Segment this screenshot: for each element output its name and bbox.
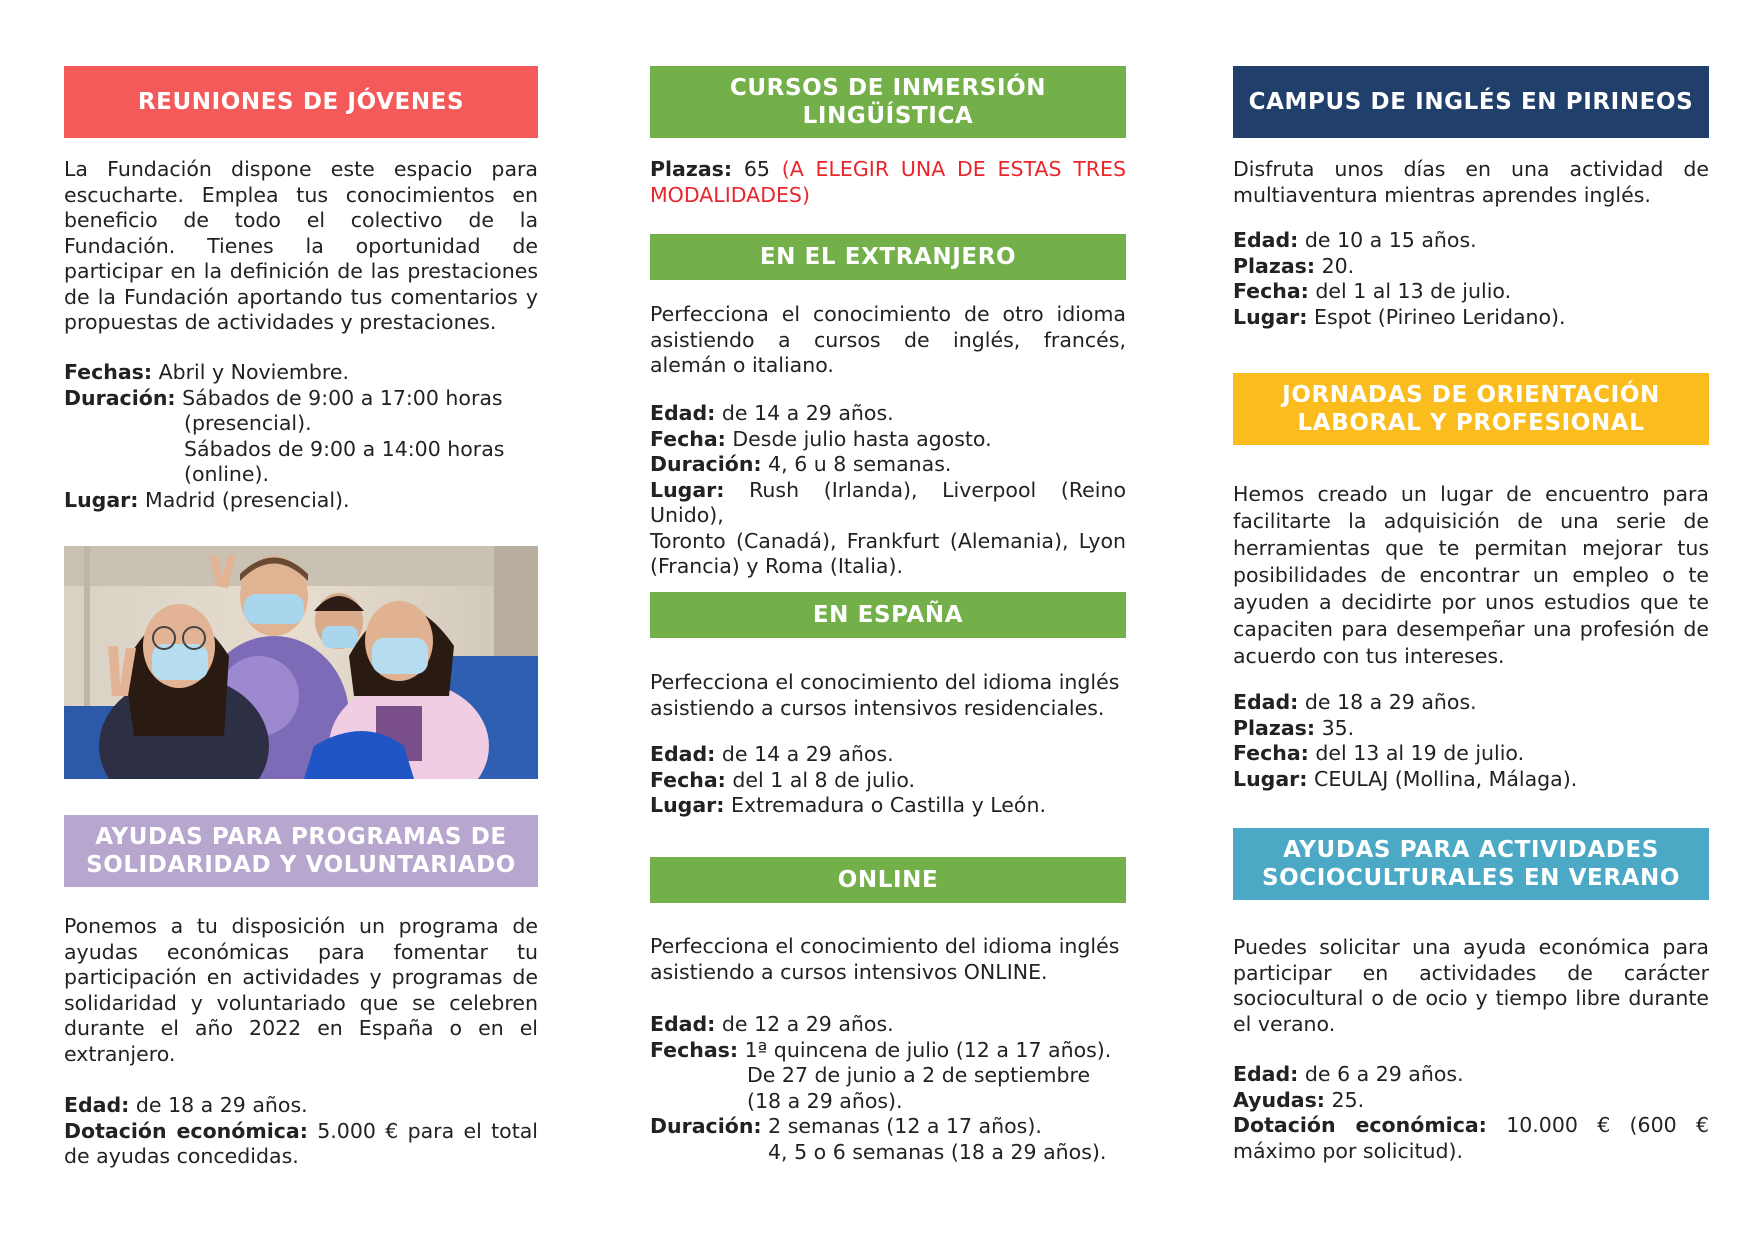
edad-label: Edad:: [1233, 1062, 1299, 1086]
lugar-label: Lugar:: [650, 793, 725, 817]
edad-value: de 18 a 29 años.: [135, 1093, 308, 1117]
socioculturales-description: [1233, 935, 1709, 1037]
duracion-value: Sábados de 9:00 a 17:00 horas: [182, 385, 503, 410]
text-line: de la Fundación aportando tus comentarios y: [64, 284, 538, 309]
edad-value: de 14 a 29 años.: [721, 401, 894, 425]
text-line: asistiendo a cursos intensivos residenciales.: [650, 695, 1105, 720]
plazas-note: (A ELEGIR UNA DE ESTAS TRES: [781, 157, 1126, 181]
text-line: ayuden a decidirte por unos estudios que te: [1233, 590, 1709, 614]
lugar-label: Lugar:: [1233, 766, 1308, 791]
jornadas-details: [1233, 690, 1709, 792]
text-line: facilitarte la adquisición de una serie de: [1233, 509, 1709, 533]
duracion-value: Sábados de 9:00 a 14:00 horas: [184, 436, 505, 461]
duracion-label: Duración:: [650, 1114, 762, 1138]
dotacion-value: 5.000 € para el total: [317, 1118, 538, 1143]
edad-label: Edad:: [650, 401, 716, 425]
text-line: multiaventura mientras aprendes inglés.: [1233, 182, 1651, 207]
text-line: alemán o italiano.: [650, 353, 834, 377]
group-photo: [64, 546, 538, 779]
text-line: asistiendo a cursos intensivos ONLINE.: [650, 959, 1048, 984]
edad-label: Edad:: [650, 742, 716, 766]
campus-title: CAMPUS DE INGLÉS EN PIRINEOS: [1248, 89, 1694, 115]
espana-description: [650, 670, 1126, 721]
socioculturales-title: SOCIOCULTURALES EN VERANO: [1261, 865, 1681, 891]
edad-label: Edad:: [64, 1093, 130, 1117]
reuniones-title: REUNIONES DE JÓVENES: [137, 89, 465, 115]
ayudas-voluntariado-header: [64, 815, 538, 887]
jornadas-header: [1233, 373, 1709, 445]
duracion-label: Duración:: [64, 385, 176, 410]
text-line: acuerdo con tus intereses.: [1233, 644, 1505, 668]
text-line: escucharte. Emplea tus conocimientos en: [64, 182, 538, 207]
text-line: propuestas de actividades y prestaciones.: [64, 310, 497, 334]
duracion-value: 4, 5 o 6 semanas (18 a 29 años).: [768, 1139, 1107, 1164]
lugar-label: Lugar:: [1233, 304, 1308, 329]
text-line: solidaridad y voluntariado que se celebren: [64, 990, 538, 1015]
edad-value: de 10 a 15 años.: [1304, 228, 1477, 252]
extranjero-header: [650, 234, 1126, 280]
edad-value: de 14 a 29 años.: [721, 742, 894, 766]
lugar-value: Espot (Pirineo Leridano).: [1314, 304, 1566, 329]
text-line: Perfecciona el conocimiento del idioma inglés: [650, 670, 1120, 694]
lugar-value: (Francia) y Roma (Italia).: [650, 554, 903, 578]
lugar-label: Lugar:: [650, 477, 725, 502]
espana-title: EN ESPAÑA: [812, 602, 964, 628]
dotacion-value: de ayudas concedidas.: [64, 1144, 299, 1168]
text-line: ayudas económicas para fomentar tu: [64, 939, 538, 964]
plazas-label: Plazas:: [650, 157, 733, 181]
fecha-label: Fecha:: [1233, 279, 1309, 303]
reuniones-details: [64, 360, 538, 513]
ayudas-voluntariado-details: [64, 1093, 538, 1170]
dotacion-value: 10.000 € (600 €: [1506, 1113, 1709, 1137]
ayudas-value: 25.: [1331, 1087, 1365, 1112]
fecha-label: Fecha:: [650, 767, 726, 792]
text-line: participar en actividades de carácter: [1233, 960, 1709, 985]
duracion-value: (presencial).: [184, 411, 312, 435]
ayudas-voluntariado-description: [64, 914, 538, 1067]
extranjero-title: EN EL EXTRANJERO: [759, 244, 1017, 270]
duracion-value: 4, 6 u 8 semanas.: [768, 452, 952, 476]
jornadas-description: [1233, 481, 1709, 670]
text-line: Hemos creado un lugar de encuentro para: [1233, 482, 1709, 506]
reuniones-description: [64, 157, 538, 336]
edad-label: Edad:: [1233, 690, 1299, 714]
dotacion-label: Dotación económica:: [1233, 1113, 1487, 1137]
ayudas-label: Ayudas:: [1233, 1087, 1325, 1112]
jornadas-title: LABORAL Y PROFESIONAL: [1297, 410, 1645, 436]
lugar-value: CEULAJ (Mollina, Málaga).: [1314, 766, 1578, 791]
duracion-value: 2 semanas (12 a 17 años).: [768, 1114, 1042, 1138]
text-line: posibilidades de encontrar un empleo o te: [1233, 563, 1709, 587]
text-line: participar en la definición de las prestaciones: [64, 259, 538, 283]
fecha-value: Desde julio hasta agosto.: [732, 426, 992, 451]
edad-label: Edad:: [1233, 228, 1299, 252]
text-line: beneficio de todo el colectivo de la: [64, 208, 538, 232]
fecha-value: del 1 al 8 de julio.: [732, 767, 916, 792]
lugar-value: Extremadura o Castilla y León.: [731, 793, 1046, 817]
espana-details: [650, 742, 1126, 819]
lugar-value: Toronto (Canadá), Frankfurt (Alemania), Lyon: [650, 528, 1126, 553]
fecha-value: del 13 al 19 de julio.: [1315, 741, 1525, 765]
fecha-value: del 1 al 13 de julio.: [1315, 279, 1512, 303]
online-details: [650, 1012, 1126, 1165]
text-line: sociocultural o de ocio y tiempo libre durante: [1233, 986, 1709, 1010]
socioculturales-header: [1233, 828, 1709, 900]
fechas-value: De 27 de junio a 2 de septiembre: [747, 1063, 1091, 1087]
text-line: Perfecciona el conocimiento del idioma inglés: [650, 934, 1120, 958]
plazas-label: Plazas:: [1233, 253, 1316, 278]
campus-description: [1233, 157, 1709, 208]
inmersion-header: [650, 66, 1126, 138]
text-line: Ponemos a tu disposición un programa de: [64, 914, 538, 938]
text-line: La Fundación dispone este espacio para: [64, 157, 538, 181]
inmersion-title: CURSOS DE INMERSIÓN: [729, 75, 1047, 101]
ayudas-voluntariado-title: AYUDAS PARA PROGRAMAS DE: [95, 824, 507, 850]
edad-value: de 12 a 29 años.: [721, 1012, 894, 1036]
dotacion-value: máximo por solicitud).: [1233, 1138, 1464, 1163]
text-line: el verano.: [1233, 1011, 1336, 1036]
espana-header: [650, 592, 1126, 638]
dotacion-label: Dotación económica:: [64, 1118, 308, 1143]
online-title: ONLINE: [837, 867, 939, 893]
plazas-value: 20.: [1321, 253, 1355, 278]
text-line: durante el año 2022 en España o en el: [64, 1016, 538, 1040]
fechas-value: (18 a 29 años).: [747, 1088, 903, 1113]
socioculturales-title: AYUDAS PARA ACTIVIDADES: [1283, 837, 1659, 863]
text-line: Fundación. Tienes la oportunidad de: [64, 233, 538, 258]
plazas-label: Plazas:: [1233, 715, 1316, 740]
edad-value: de 6 a 29 años.: [1304, 1062, 1464, 1086]
online-description: [650, 934, 1126, 985]
extranjero-description: [650, 302, 1126, 379]
lugar-label: Lugar:: [64, 487, 139, 512]
text-line: Perfecciona el conocimiento de otro idioma: [650, 302, 1126, 326]
duracion-label: Duración:: [650, 452, 762, 476]
fechas-value: Abril y Noviembre.: [158, 360, 350, 384]
text-line: participación en actividades y programas de: [64, 965, 538, 989]
fechas-label: Fechas:: [650, 1037, 739, 1062]
edad-label: Edad:: [650, 1012, 716, 1036]
text-line: Puedes solicitar una ayuda económica para: [1233, 935, 1709, 959]
text-line: capaciten para desempeñar una profesión de: [1233, 617, 1709, 641]
lugar-value: Rush (Irlanda), Liverpool (Reino Unido),: [650, 477, 1126, 527]
fechas-label: Fechas:: [64, 360, 153, 384]
plazas-value: 35.: [1321, 715, 1355, 740]
text-line: herramientas que te permitan mejorar tus: [1233, 536, 1709, 560]
online-header: [650, 857, 1126, 903]
inmersion-title: LINGÜÍSTICA: [802, 103, 974, 129]
plazas-value: 65: [743, 157, 770, 181]
reuniones-header: [64, 66, 538, 138]
group-photo-illustration: [64, 546, 538, 779]
text-line: asistiendo a cursos de inglés, francés,: [650, 327, 1126, 352]
socioculturales-details: [1233, 1062, 1709, 1164]
edad-value: de 18 a 29 años.: [1304, 690, 1477, 714]
fechas-value: 1ª quincena de julio (12 a 17 años).: [744, 1037, 1112, 1062]
fecha-label: Fecha:: [1233, 741, 1309, 765]
campus-header: [1233, 66, 1709, 138]
lugar-value: Madrid (presencial).: [145, 487, 350, 512]
duracion-value: (online).: [184, 462, 270, 486]
extranjero-details: [650, 401, 1126, 580]
jornadas-title: JORNADAS DE ORIENTACIÓN: [1282, 382, 1660, 408]
text-line: Disfruta unos días en una actividad de: [1233, 157, 1709, 181]
text-line: extranjero.: [64, 1041, 176, 1066]
inmersion-plazas: [650, 157, 1126, 208]
fecha-label: Fecha:: [650, 426, 726, 451]
ayudas-voluntariado-title: SOLIDARIDAD Y VOLUNTARIADO: [86, 852, 516, 878]
plazas-note: MODALIDADES): [650, 182, 810, 207]
campus-details: [1233, 228, 1709, 330]
